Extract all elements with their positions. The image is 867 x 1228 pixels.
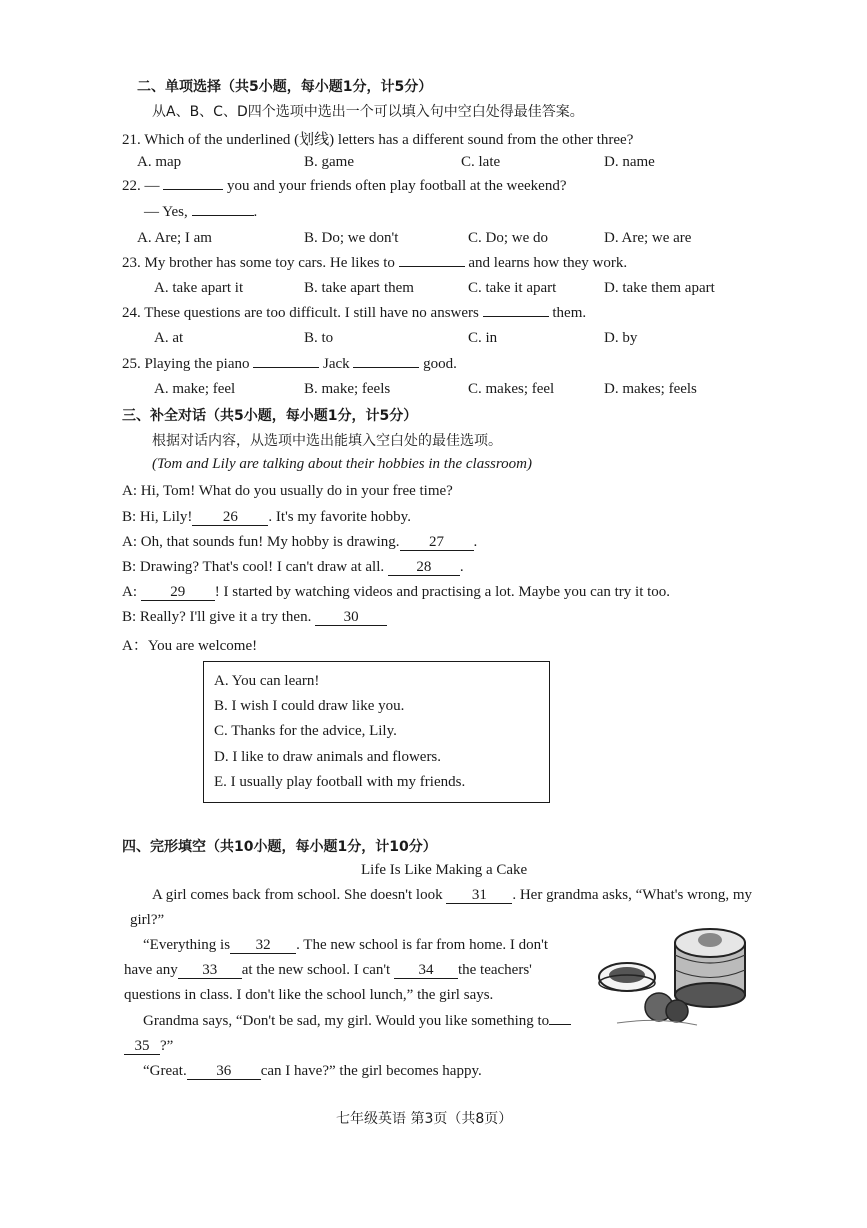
- q23-option-d: D. take them apart: [604, 280, 715, 296]
- blank-31[interactable]: 31: [446, 888, 512, 904]
- q23-blank[interactable]: [399, 266, 465, 267]
- q24-pre: 24. These questions are too difficult. I still have no answers: [122, 305, 479, 321]
- dialogue-line-6: [122, 609, 387, 626]
- q24-option-c: C. in: [468, 330, 498, 346]
- q21-option-d: D. name: [604, 154, 655, 170]
- q22-option-c: C. Do; we do: [468, 230, 548, 246]
- option-b: B. I wish I could draw like you.: [214, 698, 405, 714]
- blank-33[interactable]: 33: [178, 963, 242, 979]
- dialogue-4-pre: B: Drawing? That's cool! I can't draw at all.: [122, 559, 385, 575]
- dialogue-line-1: A: Hi, Tom! What do you usually do in your free time?: [122, 483, 453, 499]
- section-2-heading: 二、单项选择（共5小题，每小题1分，计5分）: [137, 79, 433, 95]
- q25-option-b: B. make; feels: [304, 381, 391, 397]
- passage-line-2: girl?”: [130, 912, 165, 928]
- q25-pre: 25. Playing the piano: [122, 356, 250, 372]
- q24-stem: [122, 305, 586, 322]
- p4-pre: “Great.: [143, 1063, 187, 1079]
- dialogue-line-4: [122, 559, 464, 576]
- blank-27[interactable]: 27: [400, 535, 474, 551]
- page-footer: 七年级英语 第3页（共8页）: [336, 1111, 513, 1127]
- p2b-post: the teachers': [457, 962, 532, 978]
- dialogue-line-7: A：You are welcome!: [122, 638, 258, 654]
- blank-35-start[interactable]: [549, 1024, 571, 1025]
- passage-line-7: [124, 1038, 173, 1055]
- q23-option-b: B. take apart them: [304, 280, 414, 296]
- dialogue-line-3: [122, 534, 477, 551]
- blank-36[interactable]: 36: [187, 1064, 261, 1080]
- dialogue-line-2: [122, 509, 411, 526]
- q24-post: them.: [552, 305, 587, 321]
- passage-line-5: questions in class. I don't like the school lunch,” the girl says.: [124, 987, 494, 1003]
- passage-line-4: [124, 962, 532, 979]
- q22-pre: 22. —: [122, 178, 160, 194]
- p2b-mid: at the new school. I can't: [241, 962, 391, 978]
- q24-option-a: A. at: [154, 330, 184, 346]
- q23-option-a: A. take apart it: [154, 280, 244, 296]
- option-d: D. I like to draw animals and flowers.: [214, 749, 442, 765]
- dialogue-2-post: . It's my favorite hobby.: [268, 509, 411, 525]
- q23-option-c: C. take it apart: [468, 280, 557, 296]
- dialogue-3-pre: A: Oh, that sounds fun! My hobby is drawing.: [122, 534, 400, 550]
- p1a-post: . Her grandma asks, “What's wrong, my: [512, 887, 753, 903]
- q25-option-d: D. makes; feels: [604, 381, 697, 397]
- q22-blank[interactable]: [163, 189, 223, 190]
- dialogue-line-5: [122, 584, 670, 601]
- q22-period: .: [253, 204, 258, 220]
- q25-stem: [122, 356, 457, 373]
- passage-line-6: [143, 1013, 571, 1030]
- option-c: C. Thanks for the advice, Lily.: [214, 723, 397, 739]
- blank-34[interactable]: 34: [394, 963, 458, 979]
- q21-option-b: B. game: [304, 154, 354, 170]
- q21-option-a: A. map: [137, 154, 182, 170]
- dialogue-3-post: .: [473, 534, 478, 550]
- section-4-heading: 四、完形填空（共10小题，每小题1分，计10分）: [122, 839, 437, 855]
- q22-line1: [122, 178, 566, 195]
- q25-mid: Jack: [323, 356, 350, 372]
- q22-option-b: B. Do; we don't: [304, 230, 399, 246]
- q22-option-a: A. Are; I am: [137, 230, 212, 246]
- dialogue-5-pre: A:: [122, 584, 137, 600]
- q25-post: good.: [423, 356, 457, 372]
- q21-stem: 21. Which of the underlined (划线) letters has a different sound from the other three?: [122, 132, 634, 148]
- q25-blank-1[interactable]: [253, 367, 319, 368]
- section-3-instruction: 根据对话内容，从选项中选出能填入空白处的最佳选项。: [152, 433, 502, 449]
- p3a: Grandma says, “Don't be sad, my girl. Would you like something to: [143, 1013, 550, 1029]
- passage-line-3: [143, 937, 548, 954]
- blank-30[interactable]: 30: [315, 610, 387, 626]
- option-a: A. You can learn!: [214, 673, 320, 689]
- blank-26[interactable]: 26: [192, 510, 268, 526]
- dialogue-4-post: .: [459, 559, 464, 575]
- q25-option-c: C. makes; feel: [468, 381, 555, 397]
- p2a-pre: “Everything is: [143, 937, 231, 953]
- p1a-pre: A girl comes back from school. She doesn't look: [152, 887, 443, 903]
- q22-line2: [144, 204, 257, 221]
- q23-post: and learns how they work.: [468, 255, 628, 271]
- q23-stem: [122, 255, 627, 272]
- p3b-post: ?”: [160, 1038, 174, 1054]
- dialogue-2-pre: B: Hi, Lily!: [122, 509, 193, 525]
- dialogue-5-post: ! I started by watching videos and practising a lot. Maybe you can try it too.: [214, 584, 671, 600]
- section-2-instruction: 从A、B、C、D四个选项中选出一个可以填入句中空白处得最佳答案。: [152, 104, 584, 120]
- p2a-post: . The new school is far from home. I don't: [296, 937, 549, 953]
- passage-line-8: [143, 1063, 482, 1080]
- section-3-heading: 三、补全对话（共5小题，每小题1分，计5分）: [122, 408, 418, 424]
- q24-option-d: D. by: [604, 330, 638, 346]
- q24-option-b: B. to: [304, 330, 334, 346]
- cake-illustration: [597, 925, 747, 1030]
- q22-option-d: D. Are; we are: [604, 230, 692, 246]
- q21-option-c: C. late: [461, 154, 501, 170]
- blank-28[interactable]: 28: [388, 560, 460, 576]
- passage-title: Life Is Like Making a Cake: [361, 862, 528, 878]
- q22-post: you and your friends often play football at the weekend?: [227, 178, 567, 194]
- q23-pre: 23. My brother has some toy cars. He likes to: [122, 255, 395, 271]
- q22-blank-2[interactable]: [192, 215, 254, 216]
- q24-blank[interactable]: [483, 316, 549, 317]
- dialogue-6-pre: B: Really? I'll give it a try then.: [122, 609, 312, 625]
- blank-35[interactable]: 35: [124, 1039, 160, 1055]
- q25-option-a: A. make; feel: [154, 381, 236, 397]
- blank-32[interactable]: 32: [230, 938, 296, 954]
- blank-29[interactable]: 29: [141, 585, 215, 601]
- passage-line-1: [152, 887, 752, 904]
- p2b-pre: have any: [124, 962, 178, 978]
- q22-line2-text: — Yes,: [144, 204, 188, 220]
- q25-blank-2[interactable]: [353, 367, 419, 368]
- dialogue-context: (Tom and Lily are talking about their hobbies in the classroom): [152, 456, 532, 472]
- p4-post: can I have?” the girl becomes happy.: [260, 1063, 482, 1079]
- option-e: E. I usually play football with my friends.: [214, 774, 466, 790]
